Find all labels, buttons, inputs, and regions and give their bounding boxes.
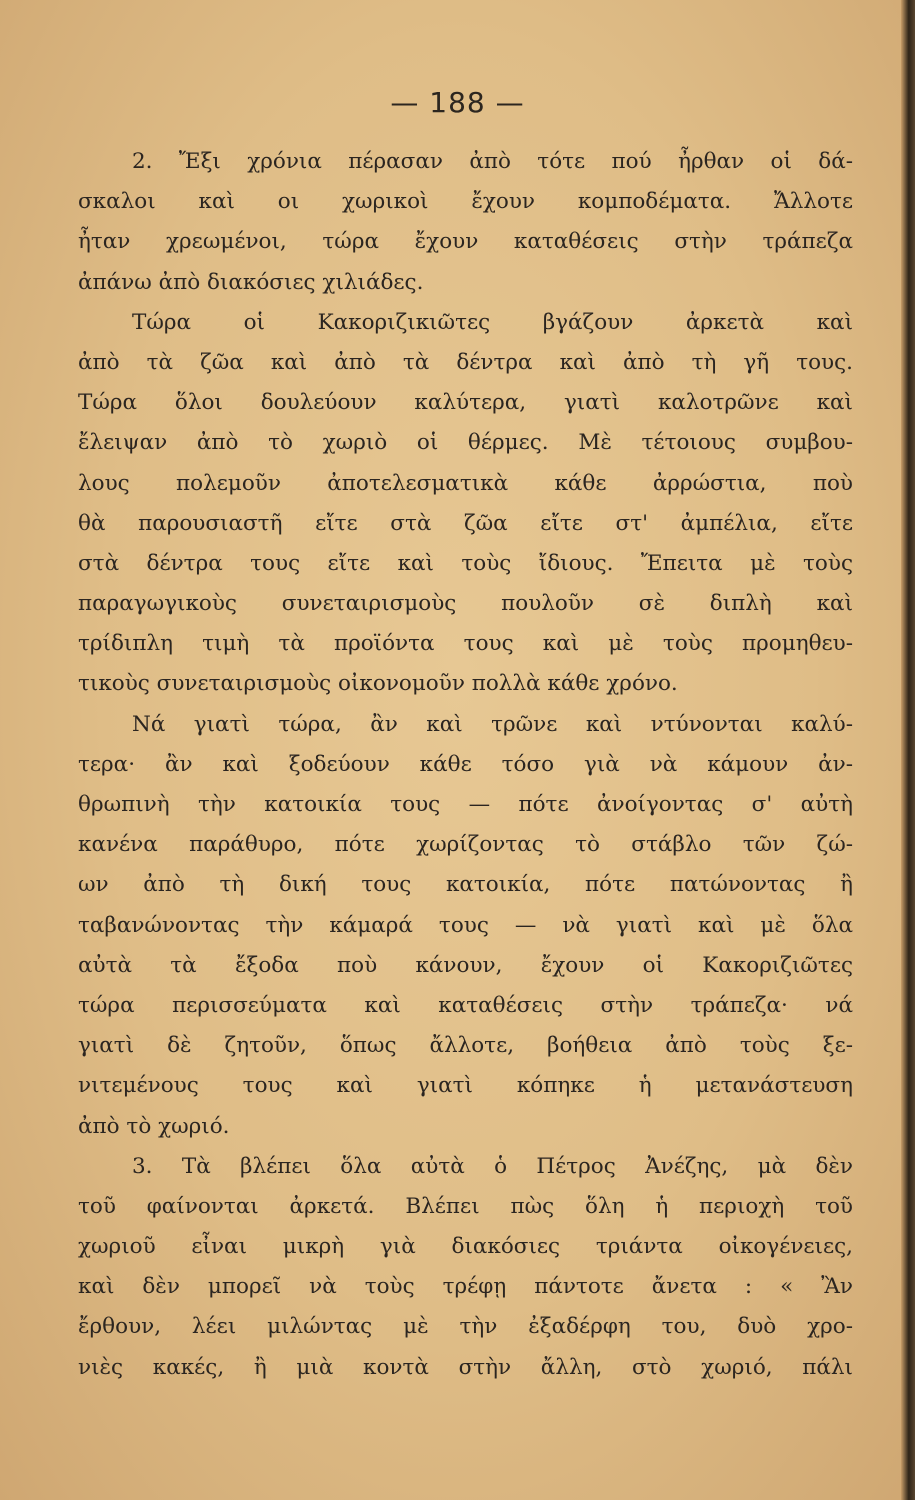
text-line: στὰ δέντρα τους εἴτε καὶ τοὺς ἴδιους. Ἔπειτα μὲ τοὺς	[78, 550, 853, 576]
text-line: τερα· ἂν καὶ ξοδεύουν κάθε τόσο γιὰ νὰ κάμουν ἀν-	[78, 751, 853, 777]
text-line: σκαλοι καὶ οι χωρικοὶ ἔχουν κομποδέματα. Ἄλλοτε	[78, 189, 853, 215]
text-line: κανένα παράθυρο, πότε χωρίζοντας τὸ στάβλο τῶν ζώ-	[78, 832, 853, 858]
body-text	[78, 142, 853, 1388]
text-line: ἀπὸ τὸ χωριό.	[78, 1113, 230, 1139]
text-line: γιατὶ δὲ ζητοῦν, ὅπως ἄλλοτε, βοήθεια ἀπὸ τοὺς ξε-	[78, 1033, 853, 1059]
text-line: τώρα περισσεύματα καὶ καταθέσεις στὴν τράπεζα· νά	[78, 992, 853, 1018]
text-line: νιὲς κακές, ἢ μιὰ κοντὰ στὴν ἄλλη, στὸ χωριό, πάλι	[78, 1354, 853, 1380]
text-line: τικοὺς συνεταιρισμοὺς οἰκονομοῦν πολλὰ κάθε χρόνο.	[78, 671, 678, 697]
text-line: τοῦ φαίνονται ἀρκετά. Βλέπει πὼς ὅλη ἡ περιοχὴ τοῦ	[78, 1193, 853, 1219]
text-line: παραγωγικοὺς συνεταιρισμοὺς πουλοῦν σὲ διπλὴ καὶ	[78, 591, 853, 617]
text-line: ων ἀπὸ τὴ δική τους κατοικία, πότε πατώνοντας ἢ	[78, 872, 853, 898]
text-line: 2. Ἔξι χρόνια πέρασαν ἀπὸ τότε πού ἦρθαν οἱ δά-	[132, 149, 853, 174]
text-line: 3. Τὰ βλέπει ὅλα αὐτὰ ὁ Πέτρος Ἀνέζης, μὰ δὲν	[132, 1153, 853, 1179]
text-line: Νά γιατὶ τώρα, ἂν καὶ τρῶνε καὶ ντύνονται καλύ-	[132, 711, 853, 737]
text-line: ταβανώνοντας τὴν κάμαρά τους — νὰ γιατὶ καὶ μὲ ὅλα	[78, 912, 853, 938]
text-line: θὰ παρουσιαστῆ εἴτε στὰ ζῶα εἴτε στ' ἀμπέλια, εἴτε	[78, 510, 853, 536]
text-line: χωριοῦ εἶναι μικρὴ γιὰ διακόσιες τριάντα οἰκογένειες,	[78, 1234, 853, 1260]
text-line: Τώρα οἱ Κακοριζικιῶτες βγάζουν ἀρκετὰ καὶ	[132, 309, 853, 335]
text-line: νιτεμένους τους καὶ γιατὶ κόπηκε ἡ μετανάστευση	[78, 1073, 853, 1099]
text-line: θρωπινὴ τὴν κατοικία τους — πότε ἀνοίγοντας σ' αὐτὴ	[78, 792, 853, 817]
text-line: αὐτὰ τὰ ἔξοδα ποὺ κάνουν, ἔχουν οἱ Κακοριζιῶτες	[78, 952, 853, 978]
text-line: ἀπὸ τὰ ζῶα καὶ ἀπὸ τὰ δέντρα καὶ ἀπὸ τὴ γῆ τους.	[78, 349, 853, 375]
text-line: λους πολεμοῦν ἀποτελεσματικὰ κάθε ἀρρώστια, ποὺ	[78, 470, 853, 496]
text-line: Τώρα ὅλοι δουλεύουν καλύτερα, γιατὶ καλοτρῶνε καὶ	[78, 390, 853, 416]
page-edge-shadow	[901, 0, 915, 1500]
text-line: καὶ δὲν μπορεῖ νὰ τοὺς τρέφῃ πάντοτε ἄνετα : « Ἂν	[78, 1274, 853, 1300]
text-line: ἦταν χρεωμένοι, τώρα ἔχουν καταθέσεις στὴν τράπεζα	[78, 229, 853, 255]
text-line: ἀπάνω ἀπὸ διακόσιες χιλιάδες.	[78, 269, 424, 295]
text-line: ἔλειψαν ἀπὸ τὸ χωριὸ οἱ θέρμες. Μὲ τέτοιους συμβου-	[78, 430, 853, 456]
text-line: ἔρθουν, λέει μιλώντας μὲ τὴν ἐξαδέρφη του, δυὸ χρο-	[78, 1314, 853, 1340]
page-number: — 188 —	[390, 86, 525, 119]
text-line: τρίδιπλη τιμὴ τὰ προϊόντα τους καὶ μὲ τοὺς προμηθευ-	[78, 631, 853, 657]
